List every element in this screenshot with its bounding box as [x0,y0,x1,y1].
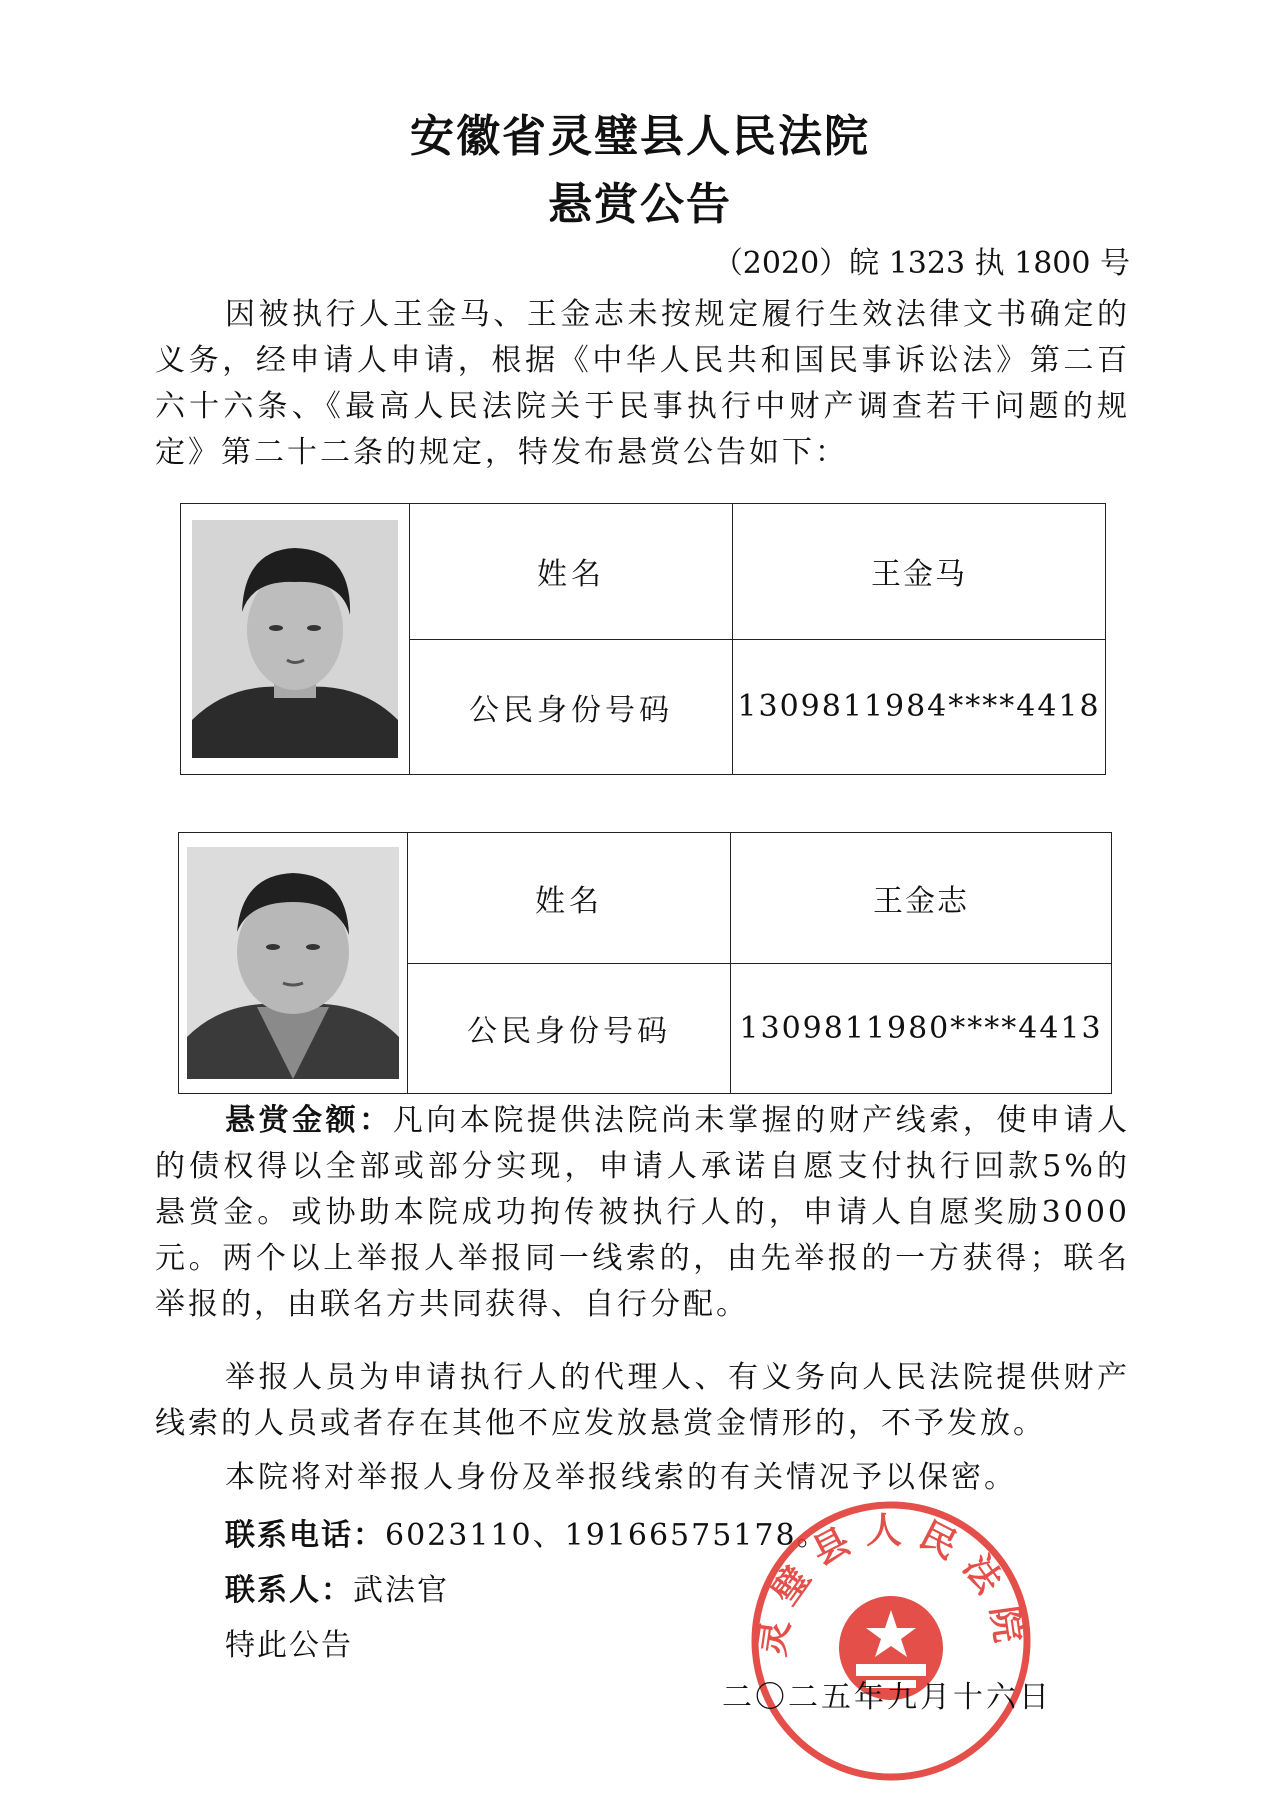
phone-label: 联系电话： [225,1518,385,1553]
photo-cell [181,504,410,775]
person-table-2 [178,832,1112,1094]
reward-label: 悬赏金额： [225,1103,393,1138]
contact-person: 武法官 [353,1573,449,1608]
reward-paragraph [155,1098,1130,1328]
person-name: 王金志 [731,833,1112,964]
person-id-number: 1309811980****4413 [731,963,1112,1094]
reward-text: 凡向本院提供法院尚未掌握的财产线索，使申请人的债权得以全部或部分实现，申请人承诺自愿支付执行回款5%的悬赏金。或协助本院成功拘传被执行人的，申请人自愿奖励3000元。两个以上举报人举报同一线索的，由先举报的一方获得；联名举报的，由联名方共同获得、自行分配。 [155,1103,1131,1322]
confidential-paragraph: 本院将对举报人身份及举报线索的有关情况予以保密。 [225,1460,1017,1495]
photo-cell [179,833,408,1094]
name-label-cell: 姓名 [410,504,733,640]
person-photo-2 [187,847,399,1079]
exclusion-paragraph: 举报人员为申请执行人的代理人、有义务向人民法院提供财产线索的人员或者存在其他不应发放悬赏金情形的，不予发放。 [155,1360,1130,1441]
court-name: 安徽省灵璧县人民法院 [410,111,870,162]
notice-date: 二〇二五年九月十六日 [722,1680,1052,1715]
phone-number: 6023110、19166575178。 [385,1518,829,1553]
person-name: 王金马 [733,504,1106,640]
case-number: （2020）皖 1323 执 1800 号 [712,246,1130,281]
intro-paragraph: 因被执行人王金马、王金志未按规定履行生效法律文书确定的义务，经申请人申请，根据《中华人民共和国民事诉讼法》第二百六十六条、《最高人民法院关于民事执行中财产调查若干问题的规定》第二十二条的规定，特发布悬赏公告如下： [155,297,1130,470]
contact-phone-line [225,1510,829,1554]
person-photo-1 [192,520,398,758]
svg-text:灵璧县人民法院: 灵璧县人民法院 [750,1509,1032,1659]
contact-person-line [225,1565,449,1609]
person-table-1 [180,503,1106,775]
notice-title: 悬赏公告 [548,179,732,230]
id-label-cell: 公民身份号码 [410,639,733,775]
court-seal-stamp [748,1498,1034,1784]
contact-person-label: 联系人： [225,1573,353,1608]
name-label-cell: 姓名 [408,833,731,964]
person-id-number: 1309811984****4418 [733,639,1106,775]
id-label-cell: 公民身份号码 [408,963,731,1094]
closing-line: 特此公告 [225,1628,353,1663]
